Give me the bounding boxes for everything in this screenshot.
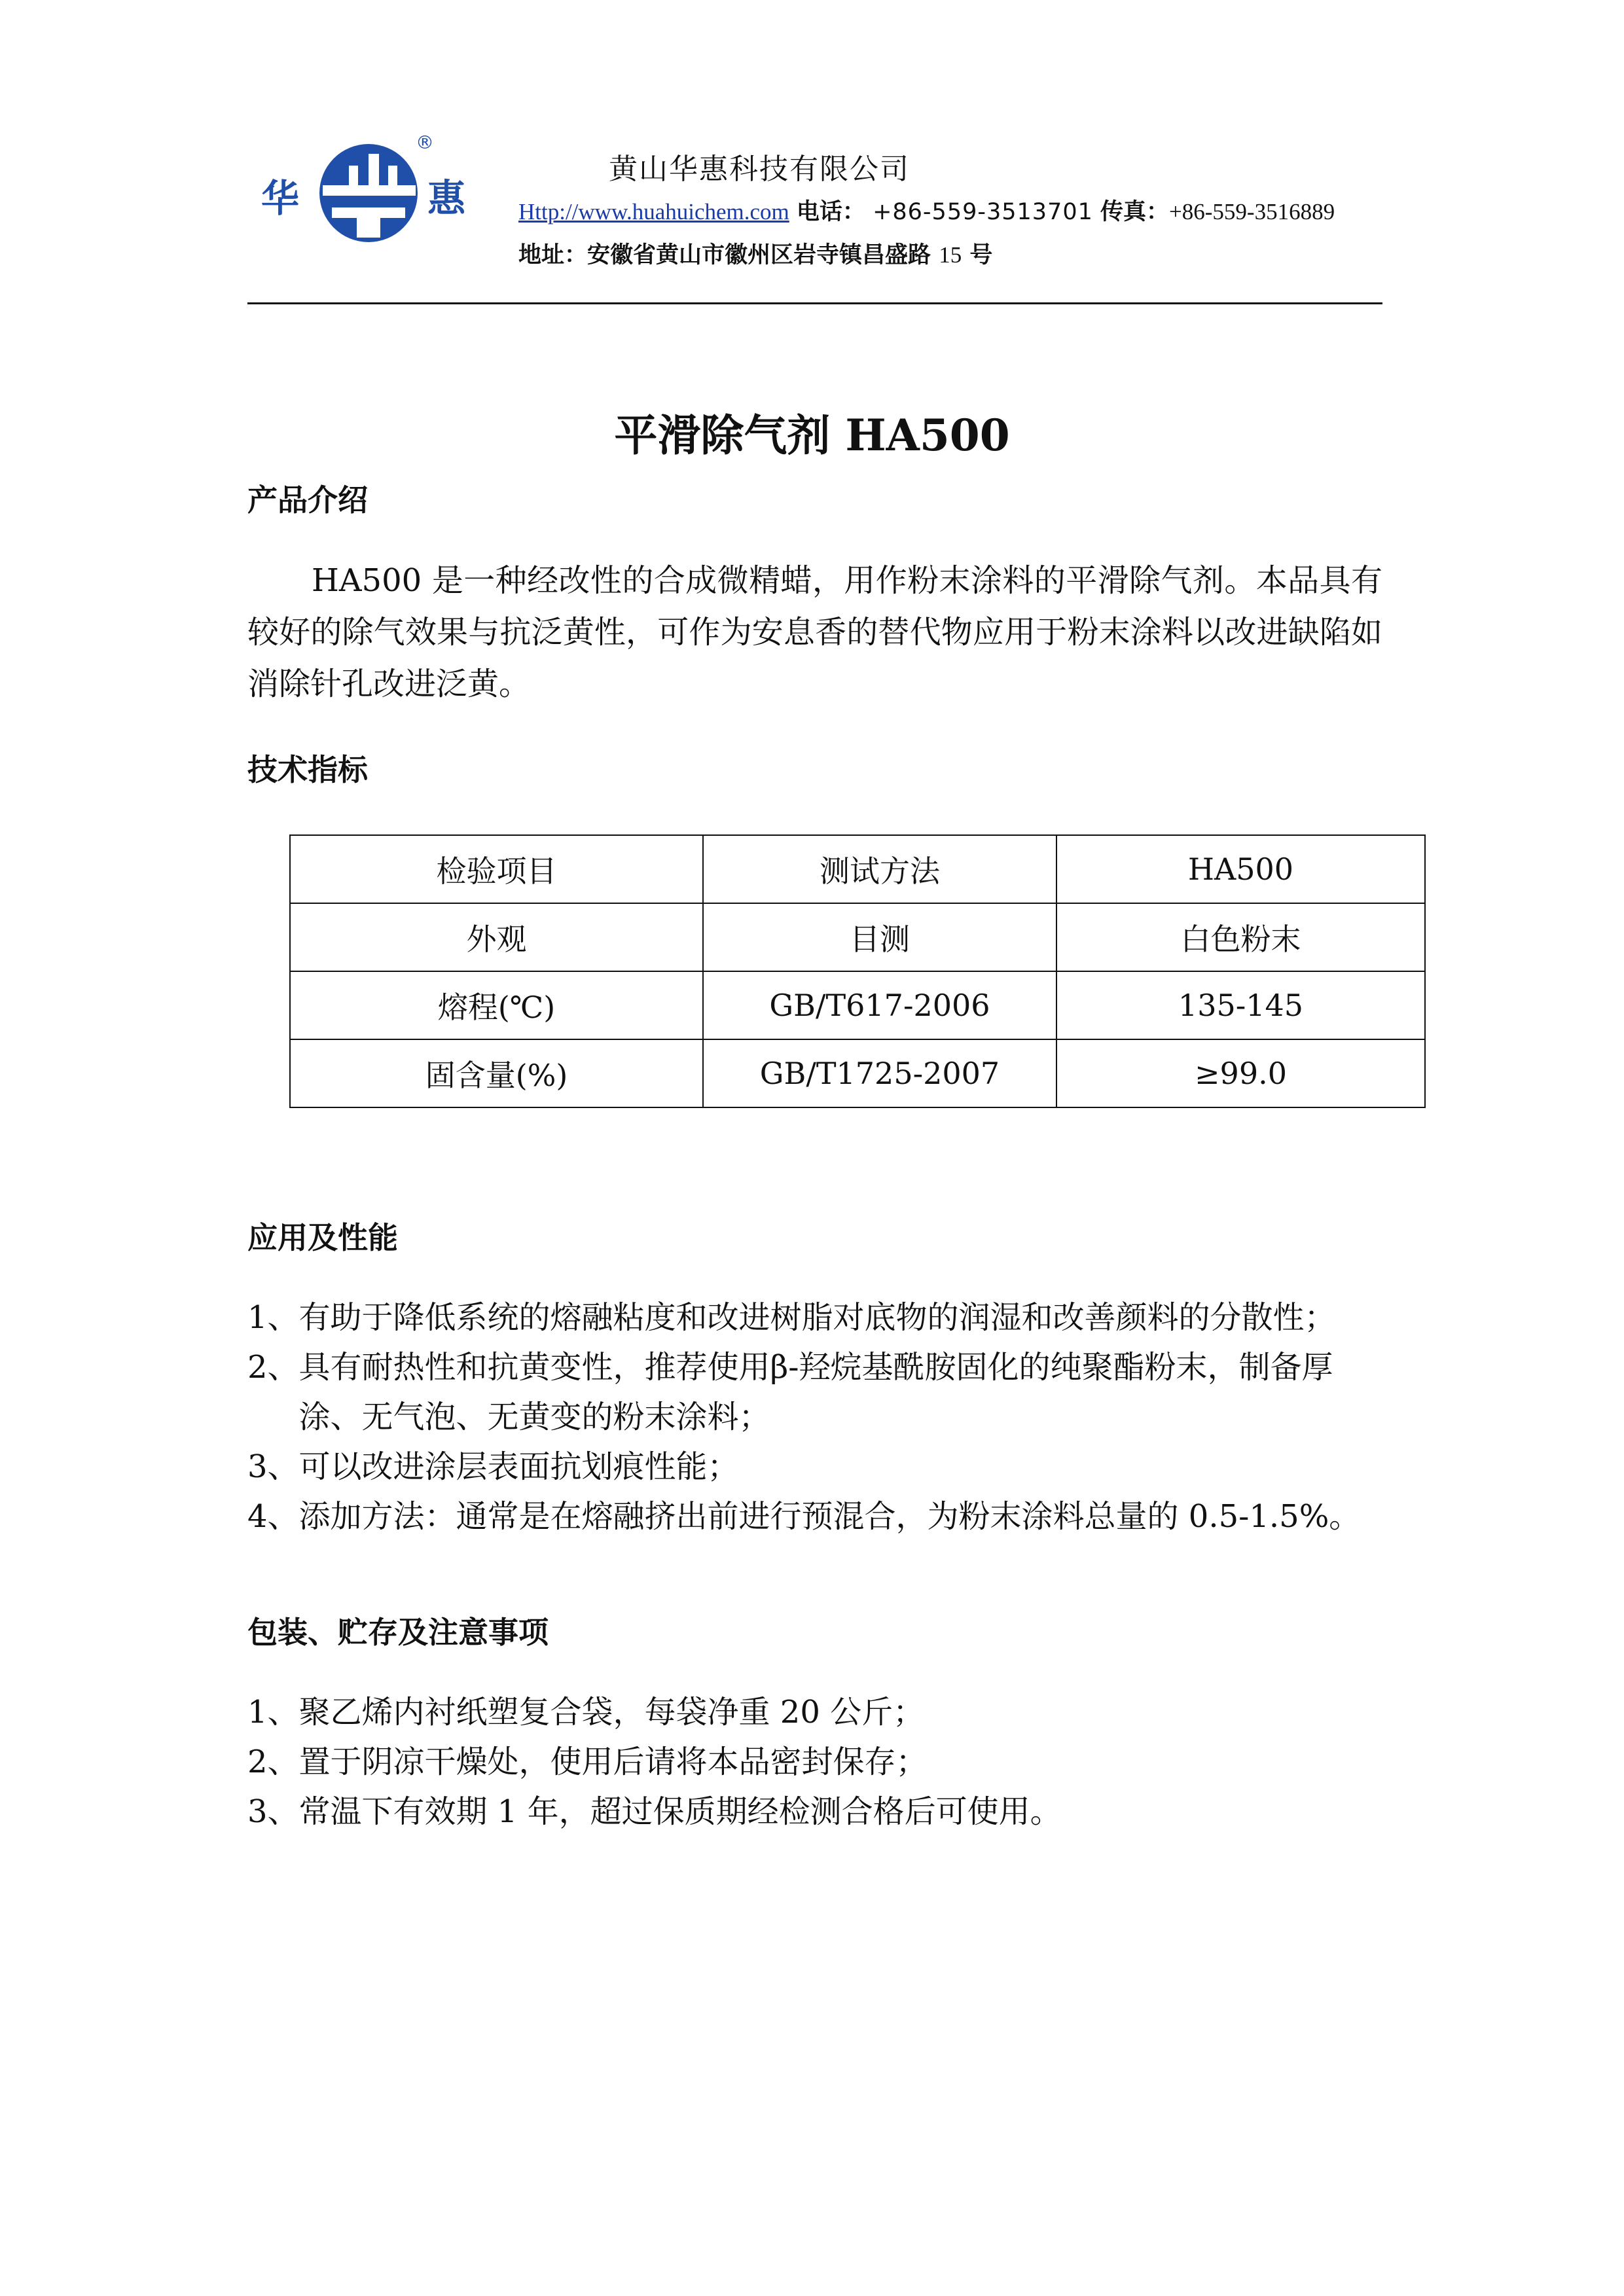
address-text: 安徽省黄山市徽州区岩寺镇昌盛路: [587, 242, 931, 268]
list-item-number: 3、: [247, 1448, 299, 1485]
address-suffix: 号: [969, 242, 993, 268]
specs-heading: 技术指标: [247, 752, 368, 787]
table-cell: 目测: [703, 903, 1056, 971]
website-link[interactable]: Http://www.huahuichem.com: [518, 199, 789, 224]
list-item: [247, 1442, 1382, 1492]
application-heading: 应用及性能: [247, 1220, 398, 1255]
table-cell: 135-145: [1056, 971, 1425, 1039]
table-cell: GB/T1725-2007: [703, 1039, 1056, 1107]
fax-number: +86-559-3516889: [1169, 199, 1335, 224]
table-row: [290, 971, 1425, 1039]
list-item-number: 4、: [247, 1498, 299, 1535]
table-header-cell: 测试方法: [703, 835, 1056, 903]
phone-label: 电话：: [796, 199, 865, 225]
logo-left-char: 华: [261, 176, 300, 221]
company-name: 黄山华惠科技有限公司: [609, 152, 910, 186]
list-item: [247, 1342, 1382, 1442]
list-item: [247, 1787, 1382, 1837]
list-item: [247, 1492, 1382, 1541]
spec-table: [289, 834, 1426, 1108]
intro-paragraph: [247, 555, 1382, 710]
table-cell: ≥99.0: [1056, 1039, 1425, 1107]
list-item: [247, 1687, 1382, 1737]
address-label: 地址：: [518, 242, 588, 268]
table-header-row: [290, 835, 1425, 903]
list-item: [247, 1293, 1382, 1342]
table-header-cell: 检验项目: [290, 835, 703, 903]
table-row: [290, 903, 1425, 971]
list-item: [247, 1737, 1382, 1787]
contact-line: [518, 194, 1335, 226]
list-item-text: 添加方法：通常是在熔融挤出前进行预混合，为粉末涂料总量的 0.5-1.5%。: [298, 1498, 1361, 1535]
list-item-number: 1、: [247, 1694, 299, 1731]
address-number: 15: [939, 242, 962, 268]
registered-mark: ®: [416, 132, 434, 153]
header-divider: [247, 302, 1382, 304]
list-item-number: 3、: [247, 1793, 299, 1830]
list-item-text: 具有耐热性和抗黄变性，推荐使用β-羟烷基酰胺固化的纯聚酯粉末，制备厚涂、无气泡、无黄变的粉末涂料；: [298, 1349, 1333, 1435]
intro-heading: 产品介绍: [247, 482, 368, 518]
list-item-number: 1、: [247, 1299, 299, 1336]
fax-label: 传真：: [1100, 199, 1170, 225]
table-row: [290, 1039, 1425, 1107]
table-cell: 外观: [290, 903, 703, 971]
table-cell: 固含量(%): [290, 1039, 703, 1107]
list-item-text: 置于阴凉干燥处，使用后请将本品密封保存；: [298, 1744, 928, 1780]
list-item-text: 常温下有效期 1 年，超过保质期经检测合格后可使用。: [298, 1793, 1062, 1830]
page-title: 平滑除气剂 HA500: [614, 410, 1010, 461]
list-item-text: 聚乙烯内衬纸塑复合袋，每袋净重 20 公斤；: [298, 1694, 925, 1731]
table-cell: 白色粉末: [1056, 903, 1425, 971]
table-cell: 熔程(℃): [290, 971, 703, 1039]
packaging-list: [247, 1687, 1382, 1837]
list-item-text: 有助于降低系统的熔融粘度和改进树脂对底物的润湿和改善颜料的分散性；: [298, 1299, 1336, 1336]
list-item-number: 2、: [247, 1744, 299, 1780]
list-item-number: 2、: [247, 1349, 299, 1386]
list-item-text: 可以改进涂层表面抗划痕性能；: [298, 1448, 739, 1485]
logo-right-char: 惠: [427, 176, 466, 221]
phone-number: +86-559-3513701: [873, 199, 1093, 225]
intro-text: HA500 是一种经改性的合成微精蜡，用作粉末涂料的平滑除气剂。本品具有较好的除气效果与抗泛黄性，可作为安息香的替代物应用于粉末涂料以改进缺陷如消除针孔改进泛黄。: [247, 562, 1382, 702]
address-line: [518, 237, 992, 270]
table-header-cell: HA500: [1056, 835, 1425, 903]
table-cell: GB/T617-2006: [703, 971, 1056, 1039]
company-logo: [259, 128, 475, 259]
packaging-heading: 包装、贮存及注意事项: [247, 1615, 549, 1650]
application-list: [247, 1293, 1382, 1541]
